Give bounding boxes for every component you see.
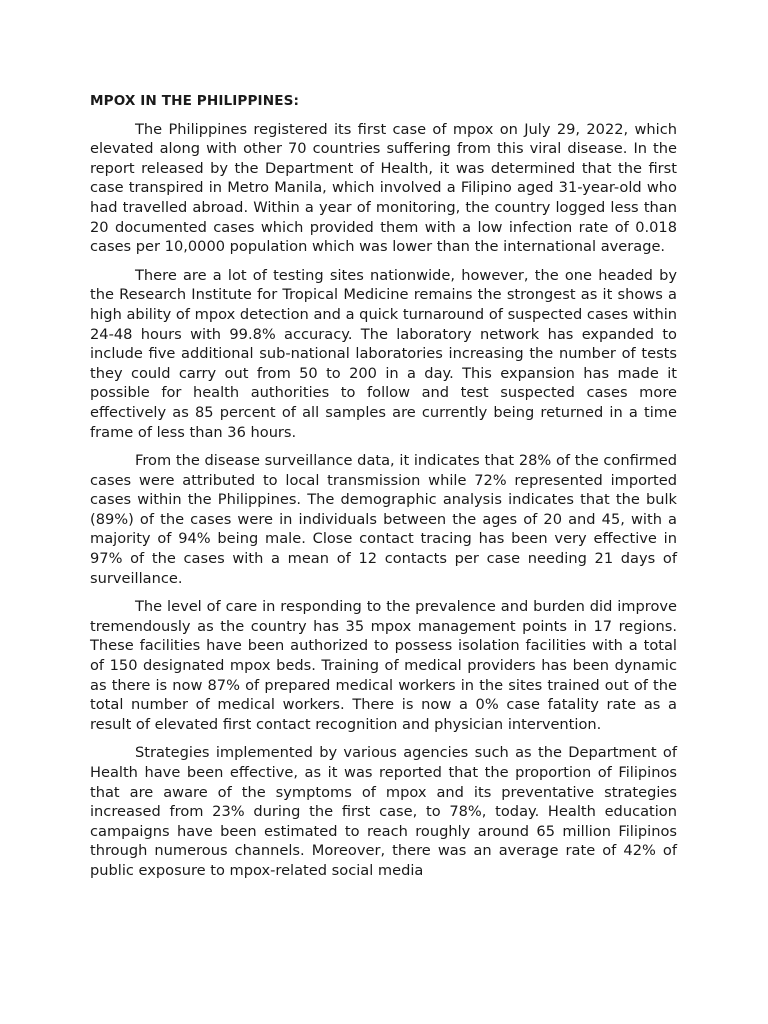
paragraph-surveillance: From the disease surveillance data, it indicates that 28% of the confirmed cases were attributed to local transmission while 72% represented imported cases within the Philippines. The demographic analysis indicates that the bulk (89%) of the cases were in individuals between the ages of 20 and 45, with a majority of 94% being male. Close contact tracing has been very effective in 97% of the cases with a mean of 12 contacts per case needing 21 days of surveillance. — [90, 452, 677, 587]
paragraph-level-of-care: The level of care in responding to the prevalence and burden did improve tremendously as the country has 35 mpox management points in 17 regions. These facilities have been authorized to possess isolation facilities with a total of 150 designated mpox beds. Training of medical providers has been dynamic as there is now 87% of prepared medical workers in the sites trained out of the total number of medical workers. There is now a 0% case fatality rate as a result of elevated first contact recognition and physician intervention. — [90, 598, 677, 733]
document-page — [90, 92, 677, 890]
paragraph-testing-sites: There are a lot of testing sites nationwide, however, the one headed by the Research Institute for Tropical Medicine remains the strongest as it shows a high ability of mpox detection and a quick turnaround of suspected cases within 24-48 hours with 99.8% accuracy. The laboratory network has expanded to include five additional sub-national laboratories increasing the number of tests they could carry out from 50 to 200 in a day. This expansion has made it possible for health authorities to follow and test suspected cases more effectively as 85 percent of all samples are currently being returned in a time frame of less than 36 hours. — [90, 266, 677, 441]
paragraph-first-case: The Philippines registered its first case of mpox on July 29, 2022, which elevated along with other 70 countries suffering from this viral disease. In the report released by the Department of Health, it was determined that the first case transpired in Metro Manila, which involved a Filipino aged 31-year-old who had travelled abroad. Within a year of monitoring, the country logged less than 20 documented cases which provided them with a low infection rate of 0.018 cases per 10,0000 population which was lower than the international average. — [90, 120, 677, 256]
paragraph-strategies: Strategies implemented by various agencies such as the Department of Health have been effective, as it was reported that the proportion of Filipinos that are aware of the symptoms of mpox and its preventative strategies increased from 23% during the first case, to 78%, today. Health education campaigns have been estimated to reach roughly around 65 million Filipinos through numerous channels. Moreover, there was an average rate of 42% of public exposure to mpox-related social media — [90, 744, 677, 879]
document-title: MPOX IN THE PHILIPPINES: — [90, 93, 300, 109]
